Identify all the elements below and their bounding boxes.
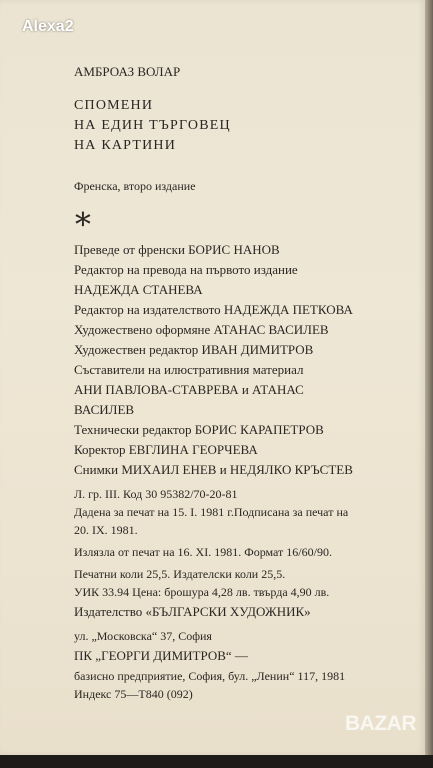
credit-line: Съставители на илюстративния материал: [74, 362, 304, 377]
credit-line: Редактор на издателството НАДЕЖДА ПЕТКОВА: [74, 302, 353, 317]
credit-line: ВАСИЛЕВ: [74, 402, 135, 417]
imprint-line: Дадена за печат на 15. I. 1981 г.Подписана за печат на: [74, 505, 349, 519]
imprint-line: базисно предприятие, София, бул. „Ленин“ 117, 1981: [74, 669, 346, 683]
credit-line: Редактор на превода на първото издание: [74, 262, 298, 277]
imprint-line: Печатни коли 25,5. Издателски коли 25,5.: [74, 567, 286, 581]
imprint-line: Издателство «БЪЛГАРСКИ ХУДОЖНИК»: [74, 604, 311, 619]
credit-line: НАДЕЖДА СТАНЕВА: [74, 282, 203, 297]
imprint-line: Л. гр. III. Код 30 95382/70-20-81: [74, 487, 238, 501]
page-edge: [425, 0, 433, 755]
watermark: Alexa2: [22, 18, 74, 35]
credit-line: Художествено оформяне АТАНАС ВАСИЛЕВ: [74, 322, 329, 337]
credit-line: Преведе от френски БОРИС НАНОВ: [74, 242, 280, 257]
credit-line: Художествен редактор ИВАН ДИМИТРОВ: [74, 342, 314, 357]
imprint-line: ул. „Московска“ 37, София: [74, 629, 212, 643]
imprint-line: ПК „ГЕОРГИ ДИМИТРОВ“ —: [74, 648, 248, 663]
imprint-line: Индекс 75—Т840 (092): [74, 687, 193, 701]
imprint-line: УИК 33.94 Цена: брошура 4,28 лв. твърда 4,90 лв.: [74, 585, 330, 599]
author: АМБРОАЗ ВОЛАР: [74, 64, 181, 79]
imprint-line: 20. IX. 1981.: [74, 523, 138, 537]
bazar-logo: BAZAR: [345, 712, 416, 735]
title-line-2: НА ЕДИН ТЪРГОВЕЦ: [74, 118, 231, 133]
bottom-shadow: [0, 755, 433, 768]
title-line-3: НА КАРТИНИ: [74, 138, 177, 153]
credit-line: Снимки МИХАИЛ ЕНЕВ и НЕДЯЛКО КРЪСТЕВ: [74, 462, 353, 477]
asterisk-ornament: ∗: [72, 200, 94, 236]
credit-line: Коректор ЕВГЛИНА ГЕОРЧЕВА: [74, 442, 258, 457]
edition-note: Френска, второ издание: [74, 179, 196, 193]
imprint-line: Излязла от печат на 16. XI. 1981. Формат 16/60/90.: [74, 545, 332, 559]
credit-line: Технически редактор БОРИС КАРАПЕТРОВ: [74, 422, 324, 437]
title-line-1: СПОМЕНИ: [74, 98, 154, 113]
credit-line: АНИ ПАВЛОВА-СТАВРЕВА и АТАНАС: [74, 382, 304, 397]
